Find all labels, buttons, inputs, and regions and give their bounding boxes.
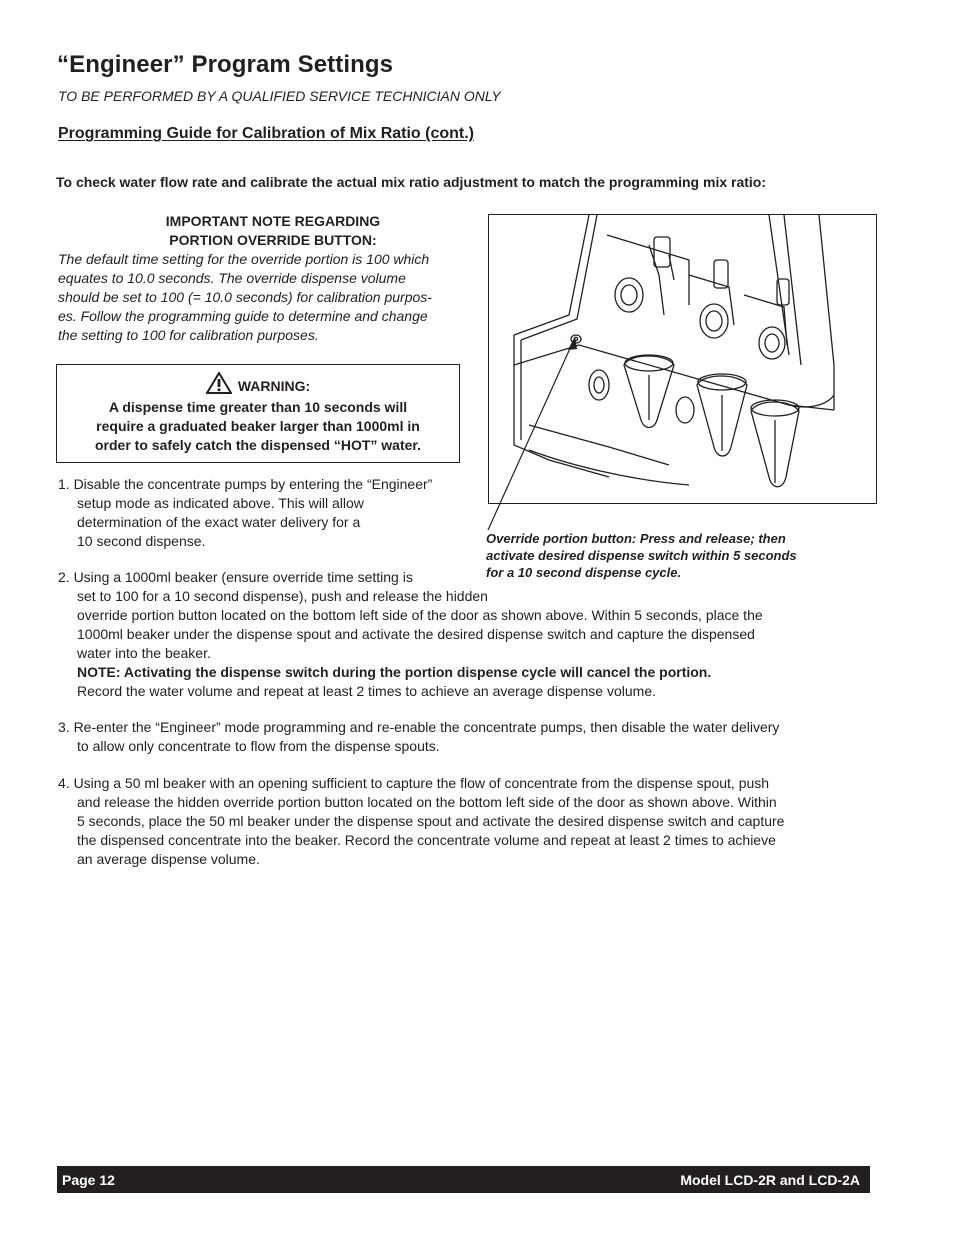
caption-line: for a 10 second dispense cycle.: [486, 565, 682, 580]
page-number: Page 12: [62, 1172, 115, 1188]
step-line: to allow only concentrate to flow from the dispense spouts.: [77, 738, 440, 754]
step-line: determination of the exact water delivery for a: [77, 514, 361, 530]
step-line: 1. Disable the concentrate pumps by entering the “Engineer”: [58, 476, 433, 492]
important-note-body: [58, 250, 490, 345]
step-line: setup mode as indicated above. This will allow: [77, 495, 364, 511]
note-line: should be set to 100 (= 10.0 seconds) for calibration purpos-: [58, 289, 432, 305]
step-line: 2. Using a 1000ml beaker (ensure override time setting is: [58, 569, 413, 585]
section-title: Programming Guide for Calibration of Mix Ratio (cont.): [58, 125, 475, 142]
step-1: [58, 475, 488, 551]
caption-line: Override portion button: Press and release; then: [486, 531, 786, 546]
step-line: Record the water volume and repeat at least 2 times to achieve an average dispense volume.: [77, 683, 656, 699]
page-title: “Engineer” Program Settings: [57, 51, 394, 78]
step-line: set to 100 for a 10 second dispense), push and release the hidden: [77, 588, 488, 604]
warning-line: A dispense time greater than 10 seconds will: [108, 399, 408, 415]
important-note-heading-line: PORTION OVERRIDE BUTTON:: [169, 232, 377, 248]
note-line: The default time setting for the override portion is 100 which: [58, 251, 430, 267]
warning-label: WARNING:: [237, 378, 311, 394]
intro-text: To check water flow rate and calibrate the actual mix ratio adjustment to match the programming mix ratio:: [56, 174, 767, 190]
model-name: Model LCD-2R and LCD-2A: [680, 1172, 860, 1188]
step-line: 4. Using a 50 ml beaker with an opening sufficient to capture the flow of concentrate from the dispense spout, push: [58, 775, 770, 791]
warning-heading: [57, 372, 459, 394]
warning-box: [56, 364, 460, 463]
callout-arrow: [480, 330, 590, 540]
step-line: 1000ml beaker under the dispense spout and activate the desired dispense switch and capture the dispensed: [77, 626, 755, 642]
step-line: 5 seconds, place the 50 ml beaker under the dispense spout and activate the desired dispense switch and capture: [77, 813, 785, 829]
page-subtitle: TO BE PERFORMED BY A QUALIFIED SERVICE TECHNICIAN ONLY: [58, 88, 501, 104]
step-line: 3. Re-enter the “Engineer” mode programming and re-enable the concentrate pumps, then disable the water delivery: [58, 719, 780, 735]
caption-line: activate desired dispense switch within 5 seconds: [486, 548, 797, 563]
step-line: an average dispense volume.: [77, 851, 260, 867]
step-2: [58, 568, 898, 701]
warning-line: require a graduated beaker larger than 1000ml in: [96, 418, 420, 434]
important-note-heading: [58, 212, 488, 250]
note-line: equates to 10.0 seconds. The override dispense volume: [58, 270, 406, 286]
note-line: es. Follow the programming guide to determine and change: [58, 308, 428, 324]
step-line: the dispensed concentrate into the beaker. Record the concentrate volume and repeat at least 2 times to achieve: [77, 832, 776, 848]
step-line: and release the hidden override portion button located on the bottom left side of the door as shown above. Within: [77, 794, 777, 810]
step-4: [58, 774, 898, 869]
warning-line: order to safely catch the dispensed “HOT” water.: [95, 437, 421, 453]
step-line: water into the beaker.: [77, 645, 211, 661]
warning-text: [65, 398, 451, 455]
step-line: 10 second dispense.: [77, 533, 206, 549]
step-2-note: NOTE: Activating the dispense switch during the portion dispense cycle will cancel the portion.: [77, 664, 712, 680]
important-note-heading-line: IMPORTANT NOTE REGARDING: [165, 213, 381, 229]
page-footer: [57, 1166, 870, 1193]
warning-triangle-icon: [206, 372, 232, 394]
step-line: override portion button located on the bottom left side of the door as shown above. Within 5 seconds, place the: [77, 607, 763, 623]
note-line: the setting to 100 for calibration purposes.: [58, 327, 319, 343]
step-3: [58, 718, 898, 756]
